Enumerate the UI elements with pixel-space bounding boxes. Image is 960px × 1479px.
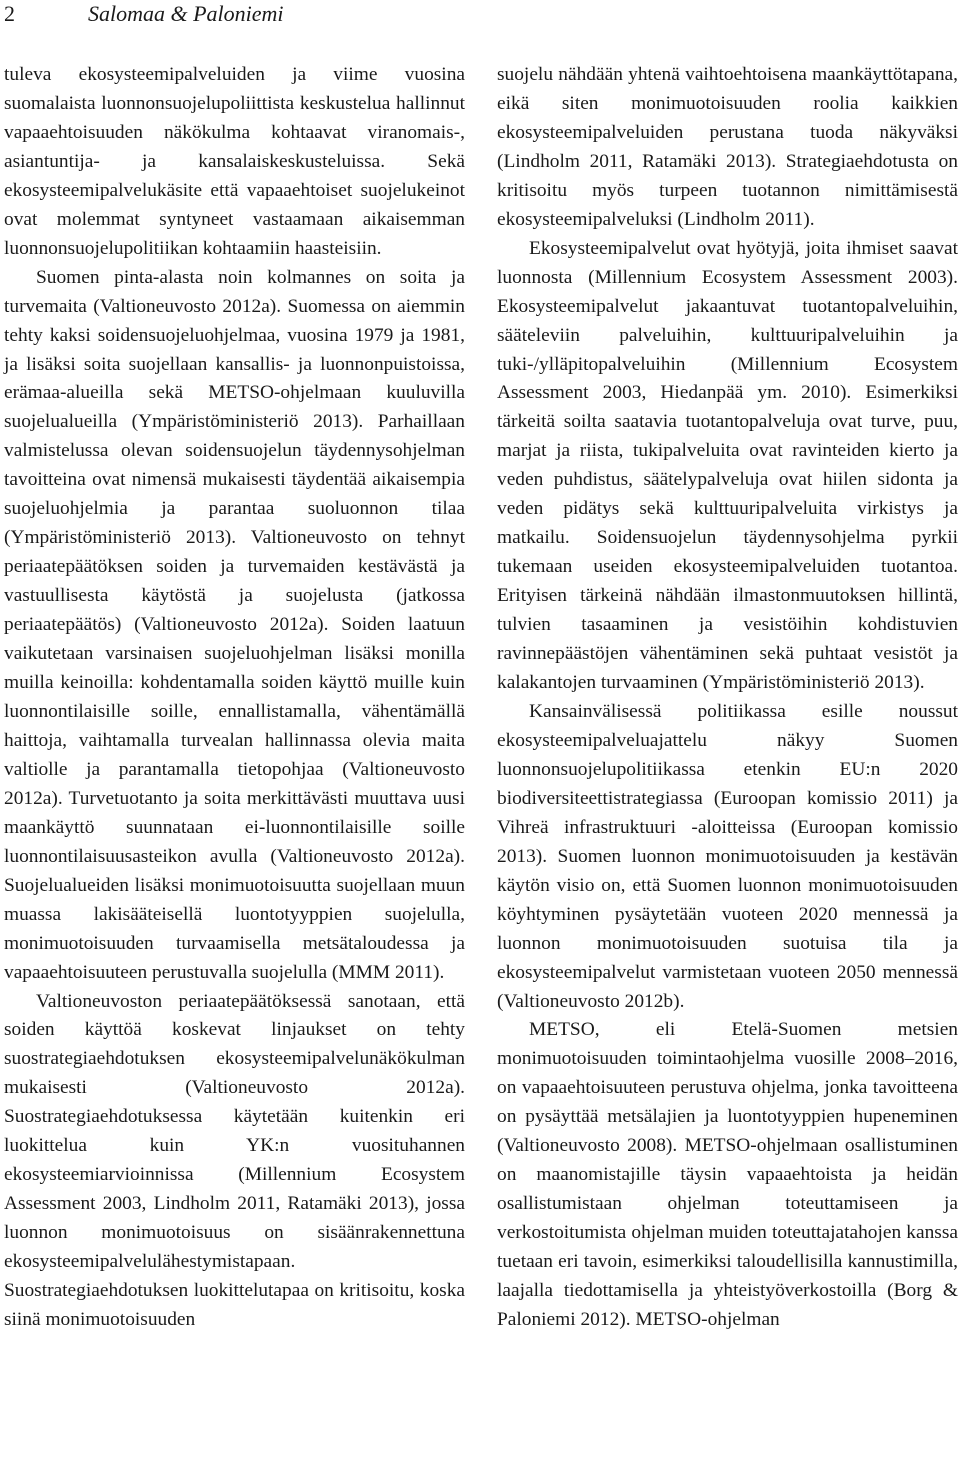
paragraph: Kansainvälisessä politiikassa esille noussut ekosysteemipalveluajattelu näkyy Suomen luonnonsuojelupolitiikassa etenkin EU:n 2020 biodiversiteettistrategiassa (Euroopan komissio 2011) ja Vihreä infrastruktuuri -aloitteissa (Euroopan komissio 2013). Suomen luonnon monimuotoisuuden ja kestävän käytön visio on, että Suomen luonnon monimuotoisuuden köyhtyminen pysäytetään vuoteen 2020 mennessä ja luonnon monimuotoisuuden suotuisa tila ja ekosysteemipalvelut varmistetaan vuoteen 2050 mennessä (Valtioneuvosto 2012b).	[497, 700, 958, 1012]
paragraph: tuleva ekosysteemipalveluiden ja viime vuosina suomalaista luonnonsuojelupoliittista keskustelua hallinnut vapaaehtoisuuden näkökulma kohtaavat viranomais-, asiantuntija- ja kansalaiskeskusteluissa. Sekä ekosysteemipalvelukäsite että vapaaehtoiset suojelukeinot ovat molemmat syntyneet vastaamaan aikaisemman luonnonsuojelupolitiikan kohtaamiin haasteisiin.	[4, 64, 465, 259]
left-column	[4, 61, 465, 1335]
paragraph: METSO, eli Etelä-Suomen metsien monimuotoisuuden toimintaohjelma vuosille 2008–2016, on vapaaehtoisuuteen perustuva ohjelma, jonka tavoitteena on pysäyttää metsälajien ja luontotyyppien hupeneminen (Valtioneuvosto 2008). METSO-ohjelmaan osallistuminen on maanomistajille täysin vapaaehtoista ja heidän osallistumistaan ohjelman toteuttamiseen ja verkostoitumista ohjelman muiden toteuttajatahojen kanssa tuetaan eri tavoin, esimerkiksi taloudellisilla kannustimilla, laajalla tiedottamisella ja yhteistyöverkostoilla (Borg & Paloniemi 2012). METSO-ohjelman	[497, 1019, 958, 1330]
running-title: Salomaa & Paloniemi	[88, 1, 284, 26]
paragraph: suojelu nähdään yhtenä vaihtoehtoisena maankäyttötapana, eikä siten monimuotoisuuden roolia kaikkien ekosysteemipalveluiden perustana tuoda näkyväksi (Lindholm 2011, Ratamäki 2013). Strategiaehdotusta on kritisoitu myös turpeen tuotannon nimittämisestä ekosysteemipalveluksi (Lindholm 2011).	[497, 64, 958, 230]
paragraph: Valtioneuvoston periaatepäätöksessä sanotaan, että soiden käyttöä koskevat linjaukset on tehty suostrategiaehdotuksen ekosysteemipalvelunäkökulman mukaisesti (Valtioneuvosto 2012a). Suostrategiaehdotuksessa käytetään kuitenkin eri luokittelua kuin YK:n vuosituhannen ekosysteemiarvioinnissa (Millennium Ecosystem Assessment 2003, Lindholm 2011, Ratamäki 2013), jossa luonnon monimuotoisuus on sisäänrakennettuna ekosysteemipalvelulähestymistapaan. Suostrategiaehdotuksen luokittelutapaa on kritisoitu, koska siinä monimuotoisuuden	[4, 990, 465, 1330]
page-number: 2	[4, 1, 15, 26]
paragraph: Suomen pinta-alasta noin kolmannes on soita ja turvemaita (Valtioneuvosto 2012a). Suomessa on aiemmin tehty kaksi soidensuojeluohjelmaa, vuosina 1979 ja 1981, ja lisäksi soita suojellaan kansallis- ja luonnonpuistoissa, erämaa-alueilla sekä METSO-ohjelmaan kuuluvilla suojelualueilla (Ympäristöministeriö 2013). Parhaillaan valmistelussa olevan soidensuojelun täydennysohjelman tavoitteina ovat nimensä mukaisesti täydentää aikaisempia suojeluohjelmia ja parantaa suoluonnon tilaa (Ympäristöministeriö 2013). Valtioneuvosto on tehnyt periaatepäätöksen soiden ja turvemaiden kestävästä ja vastuullisesta käytöstä ja suojelusta (jatkossa periaatepäätös) (Valtioneuvosto 2012a). Soiden laatuun vaikutetaan varsinaisen suojeluohjelman lisäksi monilla muilla keinoilla: kohdentamalla soiden käyttö muille kuin luonnontilaisille soille, ennallistamalla, vähentämällä haittoja, vaihtamalla turvealan hallinnassa olevia maita valtiolle ja parantamalla tietopohjaa (Valtioneuvosto 2012a). Turvetuotanto ja soita merkittävästi muuttava uusi maankäyttö suunnataan ei-luonnontilaisille soille luonnontilaisuusasteikon avulla (Valtioneuvosto 2012a). Suojelualueiden lisäksi monimuotoisuutta suojellaan muun muassa lakisääteisellä luontotyyppien suojelulla, monimuotoisuuden turvaamisella metsätaloudessa ja vapaaehtoisuuteen perustuvalla suojelulla (MMM 2011).	[4, 266, 465, 983]
running-header	[0, 0, 960, 40]
paragraph: Ekosysteemipalvelut ovat hyötyjä, joita ihmiset saavat luonnosta (Millennium Ecosystem Assessment 2003). Ekosysteemipalvelut jakaantuvat tuotantopalveluihin, sääteleviin palveluihin, kulttuuripalveluihin ja tuki-/ylläpitopalveluihin (Millennium Ecosystem Assessment 2003, Hiedanpää ym. 2010). Esimerkiksi tärkeitä soilta saatavia tuotantopalveluja ovat turve, puu, marjat ja riista, tukipalveluita ovat ravinteiden kierto ja veden puhdistus, säätelypalveluja ovat hiilen sidonta ja veden pidätys sekä kulttuuripalveluita virkistys ja matkailu. Soidensuojelun täydennysohjelma pyrkii tukemaan useiden ekosysteemipalveluiden tuotantoa. Erityisen tärkeinä nähdään ilmastonmuutoksen hillintä, tulvien tasaaminen ja vesistöihin kohdistuvien ravinnepäästöjen vähentäminen sekä puhtaat vesistöt ja kalakantojen turvaaminen (Ympäristöministeriö 2013).	[497, 237, 958, 694]
right-column	[497, 61, 958, 1335]
